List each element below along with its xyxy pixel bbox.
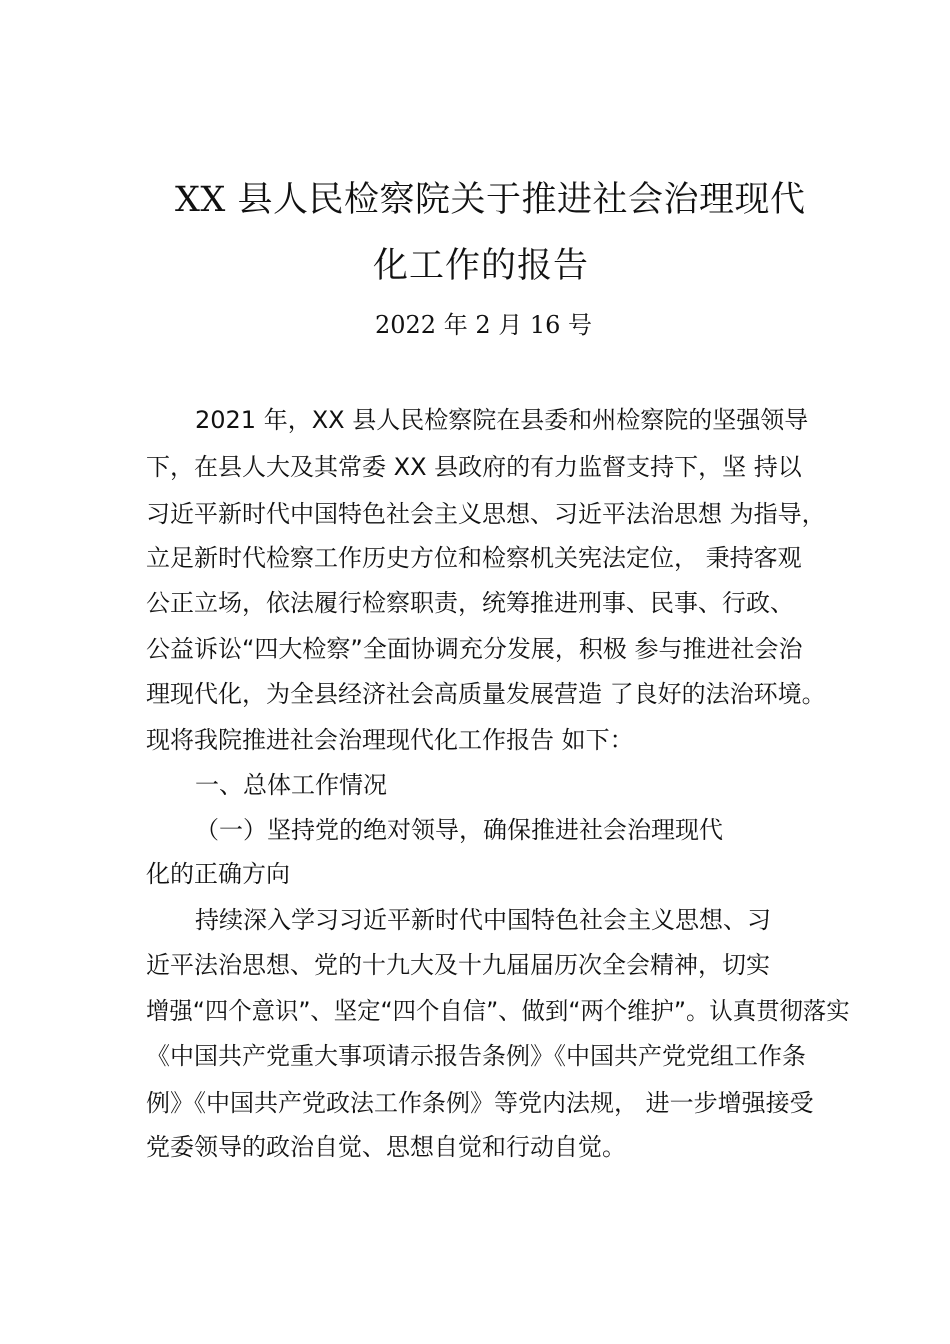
subsection-heading: （一）坚持党的绝对领导，确保推进社会治理现代 [195,816,723,844]
body-line: 现将我院推进社会治理现代化工作报告 如下： [146,726,634,754]
body-line: 公正立场，依法履行检察职责，统筹推进刑事、民事、行政、 [146,589,794,617]
body-line: 下，在县人大及其常委 XX 县政府的有力监督支持下，坚 持以 [146,453,802,481]
body-line: 增强“四个意识”、坚定“四个自信”、做到“两个维护”。认真贯彻落实 [146,997,850,1025]
body-line: 理现代化，为全县经济社会高质量发展营造 了良好的法治环境。 [146,680,826,708]
body-line: 习近平新时代中国特色社会主义思想、习近平法治思想 为指导， [146,500,826,528]
body-line: 持续深入学习习近平新时代中国特色社会主义思想、习 [195,906,771,934]
body-line: 立足新时代检察工作历史方位和检察机关宪法定位， 秉持客观 [146,544,802,572]
body-line: 公益诉讼“四大检察”全面协调充分发展，积极 参与推进社会治 [146,635,803,663]
body-line: 2021 年，XX 县人民检察院在县委和州检察院的坚强领导 [195,406,809,434]
document-title-line-2: 化工作的报告 [373,246,590,286]
document-date: 2022 年 2 月 16 号 [375,311,593,339]
body-line: 例》《中国共产党政法工作条例》等党内法规， 进一步增强接受 [146,1089,814,1117]
body-line: 党委领导的政治自觉、思想自觉和行动自觉。 [146,1133,626,1161]
section-heading: 一、总体工作情况 [195,771,387,799]
document-title-line-1: XX 县人民检察院关于推进社会治理现代 [175,180,806,220]
body-line: 《中国共产党重大事项请示报告条例》《中国共产党党组工作条 [146,1042,806,1070]
subsection-heading-continued: 化的正确方向 [146,860,290,888]
body-line: 近平法治思想、党的十九大及十九届届历次全会精神，切实 [146,951,770,979]
